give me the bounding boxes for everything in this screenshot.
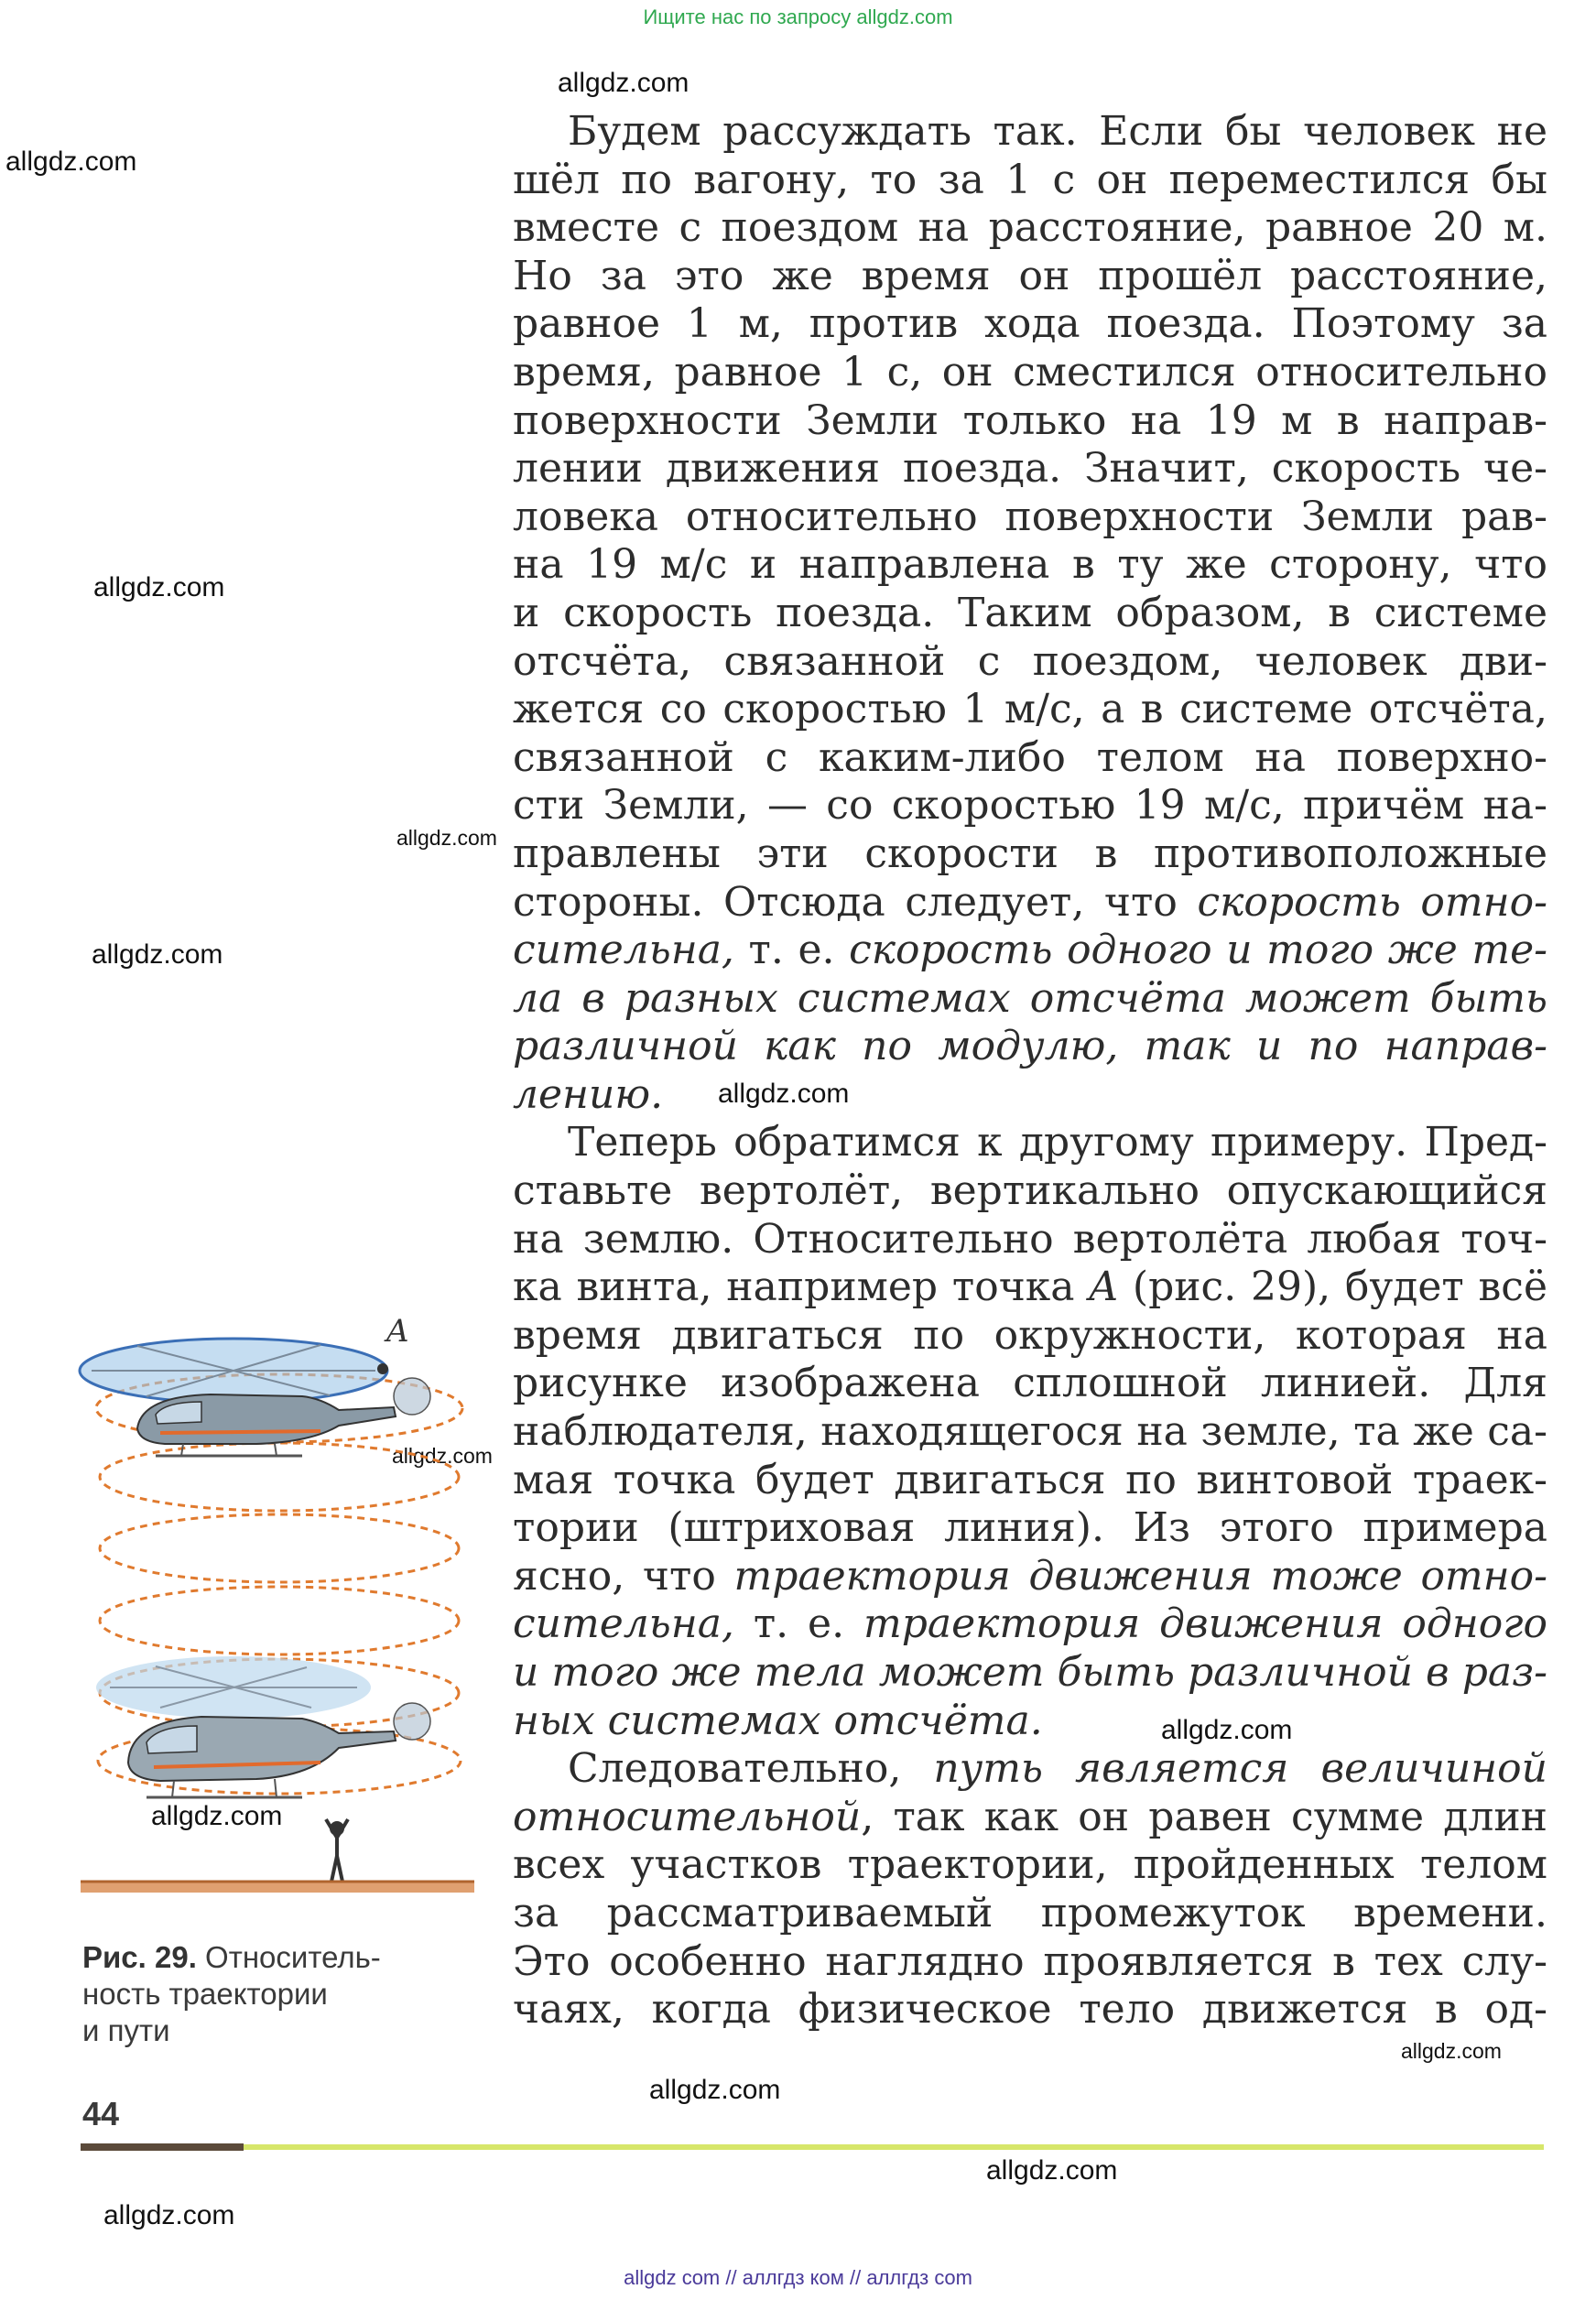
text-line: время двигаться по окружности, которая на — [513, 1311, 1547, 1359]
text-run: т. е. — [733, 1600, 863, 1648]
text-run: Следовательно, — [568, 1745, 934, 1793]
ground — [81, 1882, 474, 1893]
italic-text: скорость одного и того же те- — [849, 927, 1547, 974]
text-run: ясно, что — [513, 1552, 734, 1600]
watermark: allgdz.com — [93, 572, 225, 602]
text-line: за рассматриваемый промежуток времени. — [513, 1889, 1547, 1937]
text-line: ловека относительно поверхности Земли рав- — [513, 493, 1547, 540]
text-line — [513, 1745, 1547, 1794]
footer-rule — [81, 2143, 244, 2151]
person-icon — [326, 1819, 348, 1882]
point-a-marker — [377, 1363, 388, 1374]
text-line: на 19 м/с и направлена в ту же сторону, что — [513, 541, 1547, 589]
watermark: allgdz.com — [92, 939, 223, 970]
text-line — [513, 1698, 1547, 1746]
text-line: вместе с поездом на расстояние, равное 20 м. — [513, 204, 1547, 252]
italic-text: сительна, — [513, 1600, 734, 1648]
italic-text: A — [1089, 1264, 1119, 1311]
text-line — [513, 1071, 1547, 1120]
watermark: allgdz.com — [1161, 1715, 1293, 1745]
italic-text: траектория движения одного — [863, 1600, 1547, 1648]
watermark: allgdz.com — [396, 826, 497, 850]
text-line — [513, 975, 1547, 1024]
helicopter-icon — [128, 1703, 430, 1797]
figure-helicopter-trajectory — [73, 1305, 485, 1909]
text-line: ставьте вертолёт, вертикально опускающийся — [513, 1167, 1547, 1215]
text-line: на землю. Относительно вертолёта любая точ- — [513, 1215, 1547, 1263]
page-number: 44 — [82, 2095, 120, 2132]
text-line — [513, 927, 1547, 975]
watermark: allgdz.com — [103, 2200, 235, 2230]
watermark: allgdz.com — [986, 2155, 1118, 2186]
caption-text: ность траектории — [82, 1977, 328, 2011]
text-line: наблюдателя, находящегося на земле, та же са- — [513, 1408, 1547, 1456]
footer-rule-accent — [244, 2144, 1544, 2150]
text-line: время, равное 1 с, он сместился относительно — [513, 348, 1547, 396]
watermark: allgdz.com — [151, 1801, 283, 1831]
text-line — [513, 1023, 1547, 1071]
text-run: (рис. 29), будет всё — [1118, 1264, 1547, 1311]
text-line: всех участков траектории, пройденных телом — [513, 1841, 1547, 1889]
text-run: т. е. — [733, 927, 850, 974]
body-text — [513, 108, 1547, 2034]
text-line: сти Земли, — со скоростью 19 м/с, причём на- — [513, 782, 1547, 830]
text-line: равное 1 м, против хода поезда. Поэтому за — [513, 300, 1547, 348]
text-line: жется со скоростью 1 м/с, а в системе отсчёта, — [513, 686, 1547, 733]
italic-text: различной как по модулю, так и по направ- — [513, 1023, 1547, 1070]
text-line: правлены эти скорости в противоположные — [513, 830, 1547, 877]
text-line: мая точка будет двигаться по винтовой траек- — [513, 1456, 1547, 1503]
italic-text: путь является величиной — [933, 1745, 1547, 1793]
text-line: Будем рассуждать так. Если бы человек не — [568, 108, 1547, 155]
text-line: Но за это же время он прошёл расстояние, — [513, 252, 1547, 299]
text-line — [513, 1553, 1547, 1601]
caption-text: Относитель- — [205, 1940, 381, 1974]
italic-text: траектория движения тоже отно- — [733, 1552, 1547, 1600]
italic-text: ла в разных системах отсчёта может быть — [513, 974, 1547, 1022]
text-line: шёл по вагону, то за 1 с он переместился бы — [513, 156, 1547, 203]
italic-text: лению. — [513, 1070, 664, 1118]
italic-text: сительна, — [513, 927, 734, 974]
watermark: allgdz.com — [1401, 2039, 1502, 2063]
text-line: рисунке изображена сплошной линией. Для — [513, 1360, 1547, 1407]
text-line: связанной с каким-либо телом на поверхно- — [513, 733, 1547, 781]
figure-caption — [82, 1939, 449, 2049]
watermark: allgdz.com — [392, 1444, 493, 1468]
text-line — [513, 879, 1547, 928]
text-line: Теперь обратимся к другому примеру. Пред- — [568, 1119, 1547, 1166]
top-banner[interactable]: Ищите нас по запросу allgdz.com — [643, 5, 953, 28]
text-line — [513, 1264, 1547, 1312]
text-run: , так как он равен сумме длин — [861, 1793, 1547, 1840]
text-line: Это особенно наглядно проявляется в тех слу- — [513, 1937, 1547, 1985]
italic-text: ных системах отсчёта. — [513, 1697, 1043, 1744]
text-line: и скорость поезда. Таким образом, в системе — [513, 589, 1547, 636]
point-a-label: A — [386, 1313, 409, 1350]
caption-label: Рис. 29. — [82, 1940, 197, 1974]
bottom-banner[interactable]: allgdz com // аллгдз ком // аллгдз com — [624, 2266, 972, 2289]
text-run: стороны. Отсюда следует, что — [513, 878, 1198, 926]
text-run: ка винта, например точка — [513, 1264, 1090, 1311]
watermark: allgdz.com — [649, 2075, 781, 2105]
watermark: allgdz.com — [558, 68, 689, 98]
text-line: поверхности Земли только на 19 м в направ- — [513, 396, 1547, 444]
watermark: allgdz.com — [5, 146, 137, 177]
text-line — [513, 1794, 1547, 1842]
italic-text: относительной — [513, 1793, 862, 1840]
text-line: тории (штриховая линия). Из этого примера — [513, 1504, 1547, 1552]
caption-text: и пути — [82, 2013, 170, 2047]
text-line: чаях, когда физическое тело движется в од- — [513, 1986, 1547, 2034]
text-line: отсчёта, связанной с поездом, человек дви- — [513, 637, 1547, 685]
text-line: лении движения поезда. Значит, скорость че- — [513, 445, 1547, 493]
italic-text: и того же тела может быть различной в раз- — [513, 1649, 1547, 1696]
text-line — [513, 1649, 1547, 1698]
watermark: allgdz.com — [718, 1079, 850, 1109]
text-line — [513, 1600, 1547, 1649]
italic-text: скорость отно- — [1197, 878, 1547, 926]
